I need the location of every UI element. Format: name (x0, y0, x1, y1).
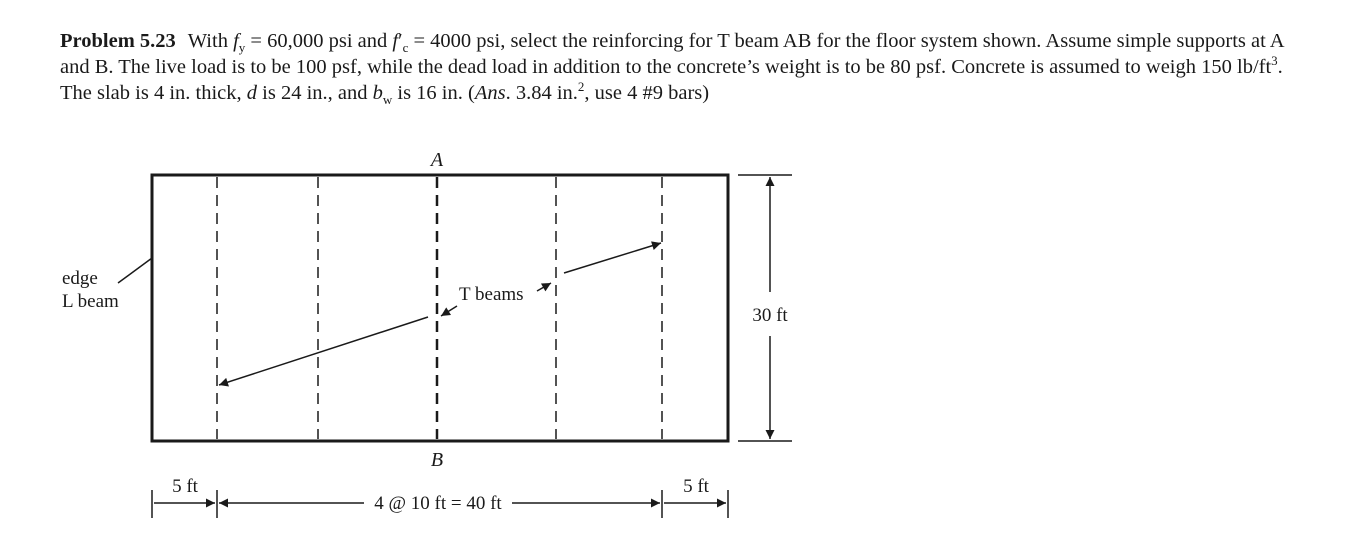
edge-leader-line (118, 258, 152, 283)
slab-outline (152, 175, 728, 441)
t-beams-arrow-short (537, 283, 551, 291)
text-answer-value: . 3.84 in. (505, 82, 578, 104)
answer-exponent: 2 (577, 79, 585, 95)
dim-right-label: 5 ft (683, 476, 709, 497)
bw-subscript: w (382, 92, 393, 108)
fc-subscript: c (402, 40, 409, 56)
dim-mid-label: 4 @ 10 ft = 40 ft (374, 493, 502, 514)
fc-prime: ′ (398, 30, 403, 52)
text-bw-value: is 16 in. ( (392, 82, 475, 104)
dim-30ft-label: 30 ft (752, 305, 788, 326)
edge-label-line1: edge (62, 268, 98, 289)
t-beams-arrow-lower (219, 317, 428, 385)
problem-number: Problem 5.23 (60, 30, 176, 52)
label-a: A (430, 149, 444, 171)
text-with: With (187, 30, 234, 52)
ft-exponent: 3 (1271, 53, 1278, 69)
fy-symbol: f (233, 30, 239, 52)
d-symbol: d (246, 82, 258, 104)
fc-symbol: f (392, 30, 399, 52)
text-slab: . The slab is 4 in. thick, (60, 56, 1283, 104)
text-fy-value: = 60,000 psi and (245, 30, 393, 52)
t-beams-arrow-upper (564, 243, 661, 273)
text-fc-value: = 4000 psi, select the reinforcing for T beam AB for the floor system shown. Assume simple supports at A and B. The live load is to be 100 psf, while the dead load in addition to the concrete’s weight is to be 80 psf. Concrete is assumed to weigh 150 lb/ft (60, 30, 1284, 78)
t-beams-arrow-center (441, 306, 457, 316)
text-d-value: is 24 in., and (257, 82, 373, 104)
bw-symbol: b (372, 82, 383, 104)
answer-label: Ans (474, 82, 506, 104)
t-beams-label: T beams (459, 284, 524, 305)
text-answer-end: , use 4 #9 bars) (584, 82, 710, 104)
fy-subscript: y (238, 40, 246, 56)
edge-label-line2: L beam (62, 291, 119, 312)
dim-left-label: 5 ft (172, 476, 198, 497)
label-b: B (430, 449, 444, 471)
